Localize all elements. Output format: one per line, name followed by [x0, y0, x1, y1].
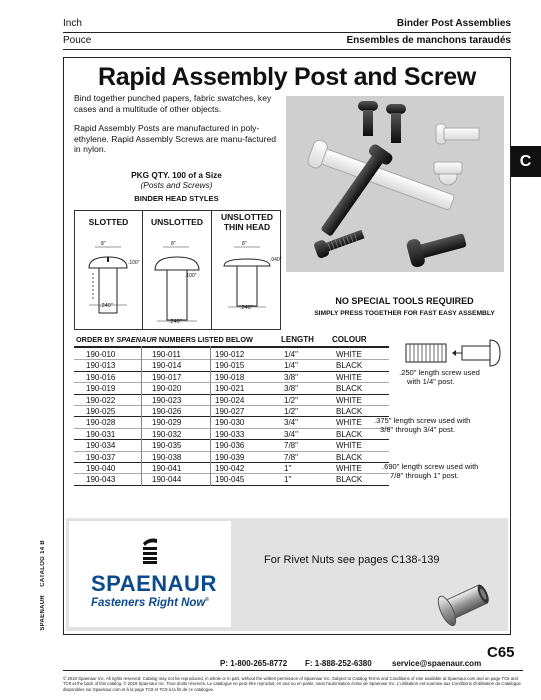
length-cell: 1/2": [284, 395, 298, 405]
unslotted-part-number: 190-044: [152, 475, 182, 485]
slotted-part-number: 190-013: [86, 361, 116, 371]
note-line: .250" length screw used: [399, 368, 480, 377]
header-divider: [63, 49, 511, 50]
unit-label-fr: Pouce: [63, 35, 92, 46]
thin-head-part-number: 190-042: [215, 463, 245, 473]
assembly-note: [302, 296, 507, 317]
thin-head-part-number: 190-027: [215, 406, 245, 416]
colour-cell: WHITE: [336, 395, 362, 405]
dim-label: 8": [242, 241, 247, 247]
rivet-nut-reference[interactable]: For Rivet Nuts see pages C138-139: [264, 554, 440, 566]
binder-head-styles-label: BINDER HEAD STYLES: [134, 194, 219, 203]
dim-label: .040": [270, 257, 282, 263]
screw-note-3: [382, 462, 478, 481]
style-unslotted: [143, 211, 211, 329]
colour-cell: BLACK: [336, 475, 363, 485]
screw-note-1: [399, 368, 480, 387]
thin-head-part-number: 190-036: [215, 441, 245, 451]
thin-head-part-number: 190-045: [215, 475, 245, 485]
thin-head-part-number: 190-033: [215, 429, 245, 439]
note-line: 7/8" through 1" post.: [390, 471, 459, 481]
table-row: [74, 360, 389, 371]
note-line: 3/8" through 3/4" post.: [380, 425, 456, 435]
pkg-qty: PKG QTY. 100 of a Size: [131, 170, 222, 180]
unslotted-part-number: 190-026: [152, 406, 182, 416]
table-row: [74, 429, 389, 440]
page-title: Rapid Assembly Post and Screw: [98, 63, 476, 91]
table-row: [74, 474, 389, 485]
dim-label: .240": [100, 303, 113, 309]
style-label-line: THIN HEAD: [223, 222, 271, 232]
slotted-part-number: 190-019: [86, 384, 116, 394]
slotted-part-number: 190-022: [86, 395, 116, 405]
note-line: with 1/4" post.: [407, 377, 455, 387]
footer-banner: [66, 518, 508, 631]
brand-tagline: [91, 597, 209, 609]
slotted-part-number: 190-031: [86, 429, 116, 439]
table-header-rule: [74, 346, 389, 348]
table-row: [74, 417, 389, 428]
dim-label: 8": [171, 241, 176, 247]
slotted-part-number: 190-040: [86, 463, 116, 473]
length-cell: 1/2": [284, 406, 298, 416]
thin-head-part-number: 190-018: [215, 372, 245, 382]
length-cell: 3/4": [284, 418, 298, 428]
slotted-part-number: 190-028: [86, 418, 116, 428]
thin-head-part-number: 190-030: [215, 418, 245, 428]
table-rows: [74, 349, 389, 486]
unslotted-part-number: 190-014: [152, 361, 182, 371]
slotted-part-number: 190-016: [86, 372, 116, 382]
dim-label: .100": [185, 273, 197, 279]
length-cell: 7/8": [284, 441, 298, 451]
length-cell: 7/8": [284, 452, 298, 462]
pkg-note: (Posts and Screws): [140, 180, 213, 190]
unslotted-head-drawing: [143, 211, 211, 331]
unslotted-part-number: 190-041: [152, 463, 182, 473]
colour-cell: BLACK: [336, 361, 363, 371]
length-cell: 1/4": [284, 350, 298, 359]
style-label: SLOTTED: [88, 217, 129, 227]
head-styles-diagram: [74, 210, 281, 330]
unslotted-part-number: 190-035: [152, 441, 182, 451]
unslotted-part-number: 190-023: [152, 395, 182, 405]
colour-cell: BLACK: [336, 406, 363, 416]
intro-paragraph: Rapid Assembly Posts are manufactured in poly-ethylene. Rapid Assembly Screws are manu-factured in nylon.: [74, 123, 277, 154]
section-tab[interactable]: C: [510, 146, 541, 177]
section-title-fr: Ensembles de manchons taraudés: [346, 35, 511, 46]
colour-cell: BLACK: [336, 384, 363, 394]
phone-number[interactable]: P: 1-800-265-8772: [220, 659, 288, 668]
trademark: ®: [205, 597, 210, 604]
thin-head-drawing: [212, 211, 282, 331]
order-header: [76, 335, 253, 344]
unslotted-part-number: 190-011: [152, 350, 181, 359]
colour-cell: WHITE: [336, 418, 362, 428]
slotted-part-number: 190-037: [86, 452, 116, 462]
intro-text: [74, 93, 279, 164]
posts-and-screws-image: [286, 96, 504, 272]
style-slotted: [75, 211, 142, 329]
header-divider: [63, 32, 511, 33]
intro-paragraph: Bind together punched papers, fabric swatches, key cases and a multitude of other objects.: [74, 93, 272, 114]
colour-cell: WHITE: [336, 372, 362, 382]
length-cell: 3/8": [284, 372, 298, 382]
length-cell: 3/8": [284, 384, 298, 394]
table-row: [74, 395, 389, 406]
table-row: [74, 383, 389, 394]
product-photo: [286, 96, 504, 272]
brand-logo[interactable]: [69, 521, 231, 627]
length-cell: 1/4": [284, 361, 298, 371]
table-row: [74, 440, 389, 451]
style-label: UNSLOTTED: [151, 217, 203, 227]
screw-note-2: [374, 416, 470, 435]
style-label-line: UNSLOTTED: [221, 212, 273, 222]
note-line: .690" length screw used with: [382, 462, 479, 471]
email-link[interactable]: service@spaenaur.com: [392, 659, 482, 668]
brand-name: SPAENAUR: [91, 571, 217, 596]
thin-head-part-number: 190-015: [215, 361, 245, 371]
thin-head-part-number: 190-012: [215, 350, 245, 359]
length-cell: 3/4": [284, 429, 298, 439]
order-header-prefix: ORDER BY: [76, 335, 117, 344]
product-panel: [63, 57, 511, 635]
colour-header: COLOUR: [332, 335, 367, 344]
catalog-edition: CATALOG 14 B: [40, 540, 46, 587]
slotted-head-drawing: [75, 211, 142, 331]
colour-cell: WHITE: [336, 350, 362, 359]
header-row-1: [63, 18, 511, 32]
table-row: [74, 406, 389, 417]
unslotted-part-number: 190-020: [152, 384, 182, 394]
colour-cell: BLACK: [336, 429, 363, 439]
length-cell: 1": [284, 475, 292, 485]
unslotted-part-number: 190-017: [152, 372, 182, 382]
rivet-nut-image: [431, 576, 501, 628]
fax-number: F: 1-888-252-6380: [305, 659, 372, 668]
thin-head-part-number: 190-039: [215, 452, 245, 462]
legal-notice: © 2018 Spaenaur Inc. All rights reserved. Catalog may not be reproduced, in whole or in part, without the written permission of Spaenaur Inc. Subject to Catalog Terms and Conditions of Use available at Spaenaur.com and on page TC8 and TC9 at the back of this catalog. © 2018 Spaenaur Inc. Tous droits réservés. Le catalogue ne peut être reproduit, en tout ou en partie, sans l'autorisation écrite de Spaenaur Inc. L'utilisation est soumise aux Conditions d'utilisation du Catalogue disponibles sur Spaenaur.com et à la page TC8 et TC9 à la fin de ce catalogue.: [63, 676, 521, 692]
dim-label: .240": [169, 319, 182, 325]
thin-head-part-number: 190-024: [215, 395, 245, 405]
header-row-2: [63, 35, 511, 49]
colour-cell: WHITE: [336, 463, 362, 473]
unslotted-part-number: 190-032: [152, 429, 182, 439]
unslotted-part-number: 190-038: [152, 452, 182, 462]
brand-tagline-text: Fasteners Right Now: [91, 597, 206, 609]
press-together-note: SIMPLY PRESS TOGETHER FOR FAST EASY ASSEMBLY: [314, 310, 495, 317]
slotted-part-number: 190-010: [86, 350, 116, 359]
dim-label: .100": [128, 260, 140, 266]
colour-cell: BLACK: [336, 452, 363, 462]
order-header-suffix: NUMBERS LISTED BELOW: [156, 335, 253, 344]
page-number: C65: [487, 644, 515, 661]
slotted-part-number: 190-034: [86, 441, 116, 451]
colour-cell: WHITE: [336, 441, 362, 451]
package-quantity: [74, 170, 279, 190]
table-row: [74, 452, 389, 463]
slotted-part-number: 190-043: [86, 475, 116, 485]
order-header-brand: SPAENAUR: [116, 335, 157, 344]
table-row: [74, 372, 389, 383]
note-line: .375" length screw used with: [374, 416, 471, 425]
table-row: [74, 463, 389, 474]
column-divider: [141, 346, 142, 486]
section-title: Binder Post Assemblies: [396, 18, 511, 29]
spaenaur-logo-icon: [139, 537, 161, 565]
table-row: [74, 349, 389, 360]
dim-label: 8": [101, 241, 106, 247]
style-unslotted-thin: [212, 211, 282, 329]
length-cell: 1": [284, 463, 292, 473]
no-tools-heading: NO SPECIAL TOOLS REQUIRED: [335, 296, 474, 306]
unit-label: Inch: [63, 18, 82, 29]
length-header: LENGTH: [281, 335, 314, 344]
footer-divider: [63, 670, 523, 671]
thin-head-part-number: 190-021: [215, 384, 245, 394]
dim-label: .240": [240, 305, 253, 311]
side-brand: SPAENAUR: [40, 595, 46, 631]
column-divider: [210, 346, 211, 486]
unslotted-part-number: 190-029: [152, 418, 182, 428]
slotted-part-number: 190-025: [86, 406, 116, 416]
